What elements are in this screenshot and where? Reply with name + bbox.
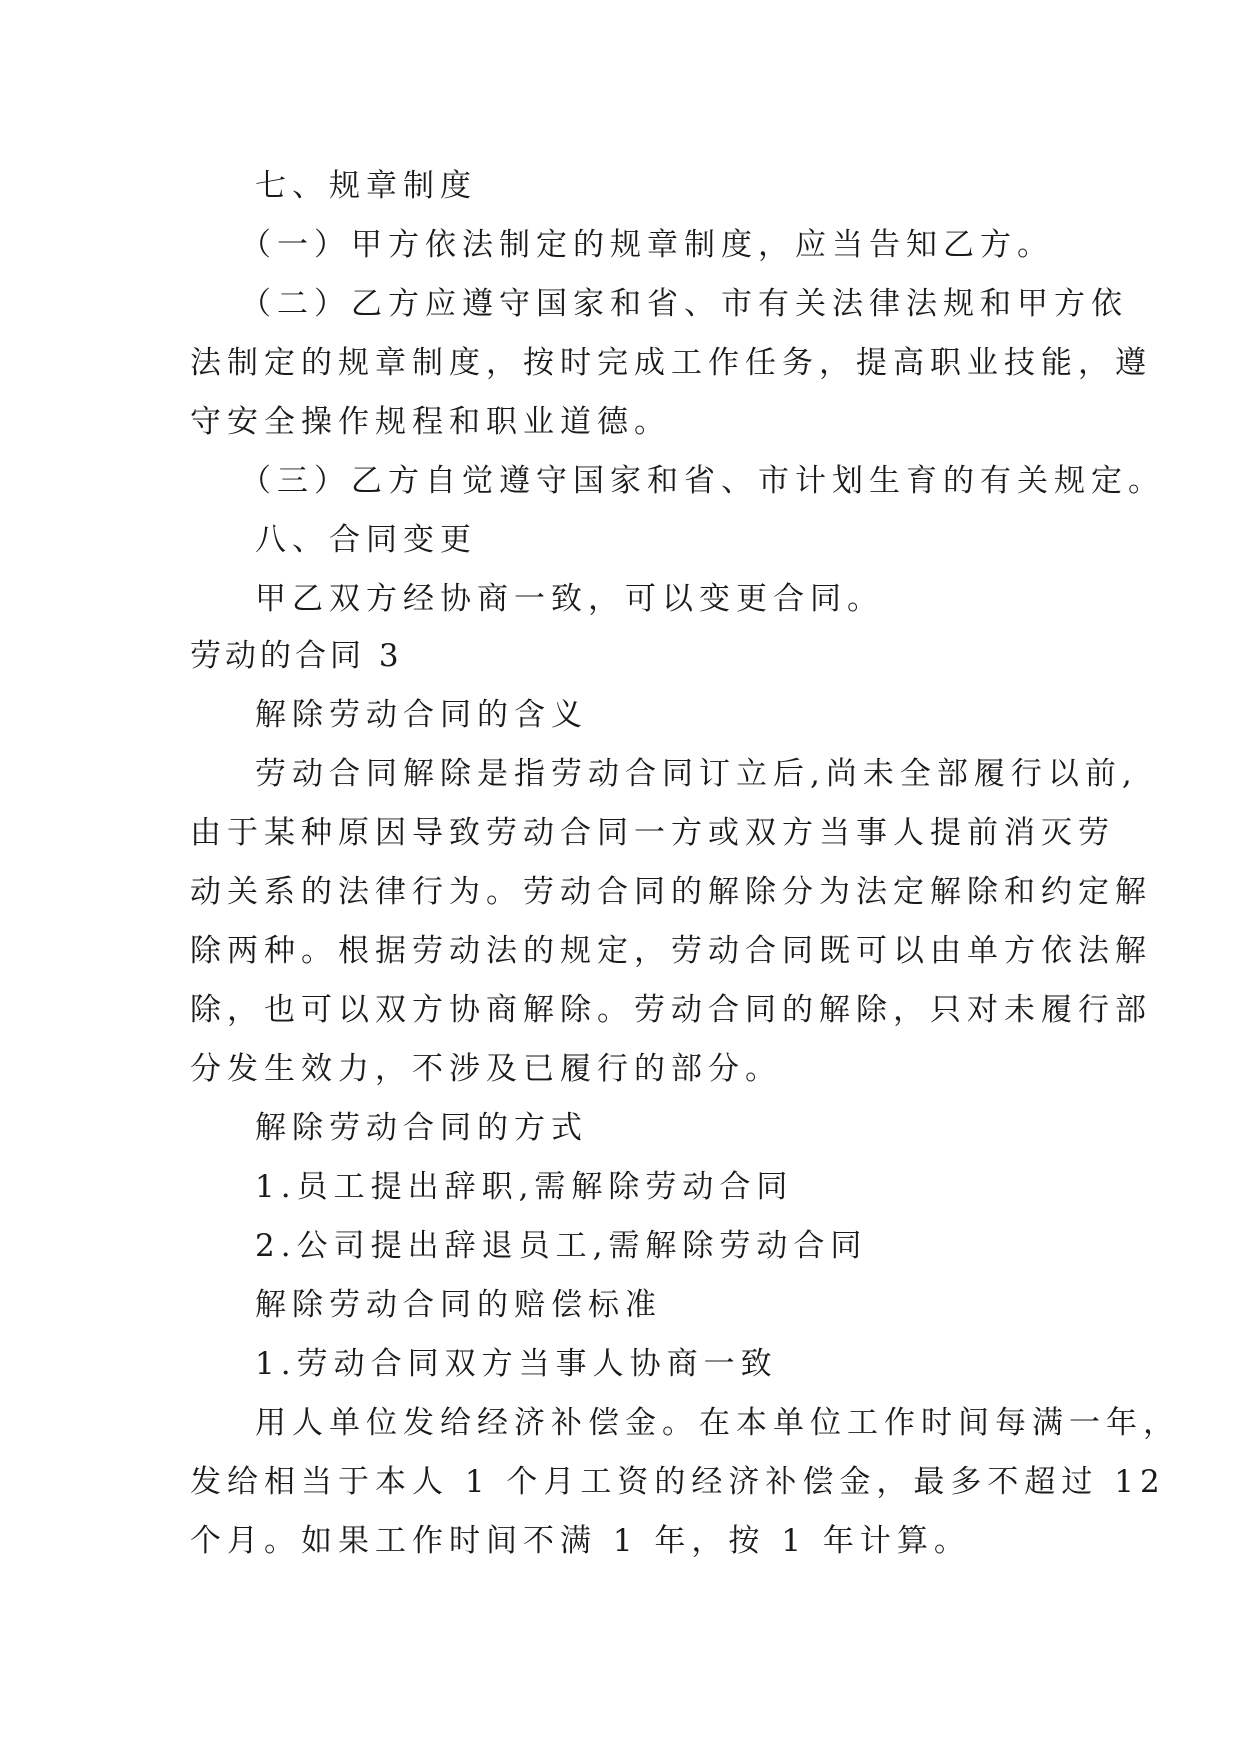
paragraph-compensation-line-3: 个月。如果工作时间不满 1 年，按 1 年计算。 bbox=[190, 1523, 971, 1559]
paragraph-meaning-line-1: 劳动合同解除是指劳动合同订立后,尚未全部履行以前, bbox=[255, 756, 1138, 792]
subheading-termination-meaning: 解除劳动合同的含义 bbox=[255, 697, 588, 733]
subheading-compensation-standard: 解除劳动合同的赔偿标准 bbox=[255, 1287, 662, 1323]
article-title: 劳动的合同 3 bbox=[190, 638, 403, 674]
section-heading-rules: 七、规章制度 bbox=[255, 168, 477, 204]
paragraph-meaning-line-2: 由于某种原因导致劳动合同一方或双方当事人提前消灭劳 bbox=[190, 815, 1115, 851]
list-item-compensation-1: 1.劳动合同双方当事人协商一致 bbox=[255, 1346, 778, 1382]
section-heading-contract-change: 八、合同变更 bbox=[255, 522, 477, 558]
paragraph-meaning-line-4: 除两种。根据劳动法的规定，劳动合同既可以由单方依法解 bbox=[190, 933, 1152, 969]
list-item-method-1: 1.员工提出辞职,需解除劳动合同 bbox=[255, 1169, 794, 1205]
paragraph-meaning-line-5: 除，也可以双方协商解除。劳动合同的解除，只对未履行部 bbox=[190, 992, 1152, 1028]
paragraph-compensation-line-2: 发给相当于本人 1 个月工资的经济补偿金，最多不超过 12 bbox=[190, 1464, 1166, 1500]
subheading-termination-methods: 解除劳动合同的方式 bbox=[255, 1110, 588, 1146]
paragraph-contract-change: 甲乙双方经协商一致，可以变更合同。 bbox=[255, 581, 884, 617]
paragraph-rules-1: （一）甲方依法制定的规章制度，应当告知乙方。 bbox=[240, 227, 1054, 263]
paragraph-rules-2-line-2: 法制定的规章制度，按时完成工作任务，提高职业技能，遵 bbox=[190, 345, 1152, 381]
paragraph-rules-3: （三）乙方自觉遵守国家和省、市计划生育的有关规定。 bbox=[240, 463, 1165, 499]
paragraph-meaning-line-3: 动关系的法律行为。劳动合同的解除分为法定解除和约定解 bbox=[190, 874, 1152, 910]
paragraph-rules-2-line-3: 守安全操作规程和职业道德。 bbox=[190, 404, 671, 440]
list-item-method-2: 2.公司提出辞退员工,需解除劳动合同 bbox=[255, 1228, 868, 1264]
paragraph-compensation-line-1: 用人单位发给经济补偿金。在本单位工作时间每满一年， bbox=[255, 1405, 1180, 1441]
paragraph-meaning-line-6: 分发生效力，不涉及已履行的部分。 bbox=[190, 1051, 782, 1087]
paragraph-rules-2-line-1: （二）乙方应遵守国家和省、市有关法律法规和甲方依 bbox=[240, 286, 1128, 322]
